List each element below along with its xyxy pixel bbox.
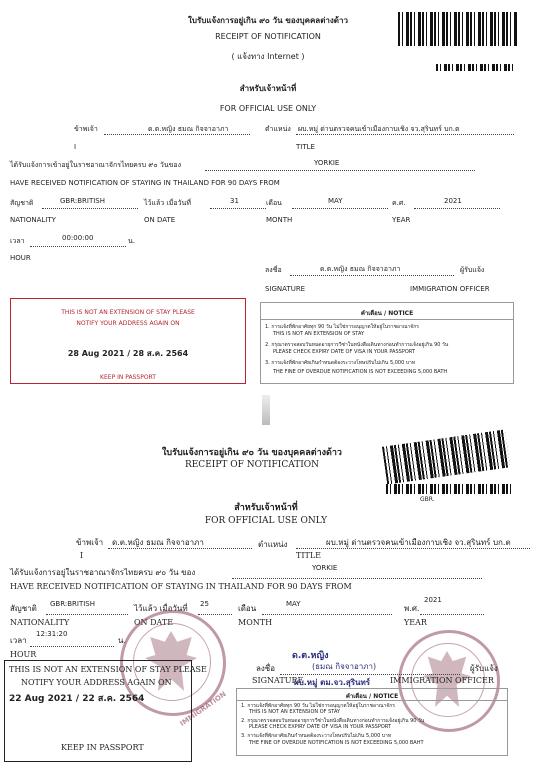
top-officer-en: IMMIGRATION OFFICER	[410, 285, 490, 293]
top-sign-label: ลงชื่อ	[265, 266, 282, 274]
bottom-title-en-label: TITLE	[296, 551, 321, 560]
top-notice-2en: PLEASE CHECK EXPIRY DATE OF VISA IN YOUR PASSPORT	[273, 349, 415, 355]
bottom-year: 2021	[424, 596, 442, 604]
top-red-line2: NOTIFY YOUR ADDRESS AGAIN ON	[76, 320, 180, 327]
bottom-gbr: GBR.	[420, 496, 435, 503]
bottom-title-label: ตำแหน่ง	[258, 540, 288, 549]
bottom-notice-1en: THIS IS NOT AN EXTENSION OF STAY	[249, 709, 341, 715]
top-month-en: MONTH	[266, 216, 293, 224]
stamp-text: IMMIGRATION	[178, 690, 228, 728]
bottom-title-en: RECEIPT OF NOTIFICATION	[184, 460, 320, 470]
bottom-official-th: สำหรับเจ้าหน้าที่	[234, 503, 298, 513]
bottom-i-en: I	[80, 551, 84, 560]
top-time-label: เวลา	[10, 237, 25, 245]
barcode-bottom	[382, 430, 510, 485]
top-year-label: ค.ศ.	[392, 199, 406, 207]
top-notice-3th: 3. การแจ้งที่พักอาศัยเกินกำหนดต้องระวางโทษปรับไม่เกิน 5,000 บาท	[265, 360, 416, 366]
top-year: 2021	[444, 197, 462, 205]
top-red-keep: KEEP IN PASSPORT	[100, 374, 156, 381]
top-title-th: ใบรับแจ้งการอยู่เกิน ๙๐ วัน ของบุคคลต่างด้าว	[188, 16, 348, 25]
bottom-notice-box	[236, 688, 508, 756]
bottom-sign-name: (ธมณ กิจจาอาภา)	[312, 662, 377, 671]
bottom-notice-1th: 1. การแจ้งที่พักอาศัยทุก 90 วัน ไม่ใช่การอนุญาตให้อยู่ในราชอาณาจักร	[241, 703, 395, 709]
barcode-bottom-small	[386, 484, 514, 494]
top-official-en: FOR OFFICIAL USE ONLY	[219, 104, 317, 113]
bottom-nat-label: สัญชาติ	[10, 604, 37, 613]
bottom-receiver: ผู้รับแจ้ง	[470, 664, 498, 673]
top-month-label: เดือน	[266, 199, 282, 207]
top-notice-box	[260, 302, 514, 384]
top-time: 00:00:00	[62, 234, 94, 242]
top-notice-1th: 1. การแจ้งที่พักอาศัยทุก 90 วัน ไม่ใช่การอนุญาตให้อยู่ในราชอาณาจักร	[265, 324, 419, 330]
bottom-name: YORKIE	[312, 564, 338, 572]
bottom-hour-en: HOUR	[10, 650, 37, 659]
bottom-year-label: พ.ศ.	[404, 604, 420, 613]
top-signature-en: SIGNATURE	[265, 285, 306, 293]
bottom-officer-stamp: ผบ.หมู่ ตม.จว.สุรินทร์	[294, 678, 371, 687]
top-hour-en: HOUR	[10, 254, 31, 262]
bottom-received-th: ได้รับแจ้งการอยู่ในราชอาณาจักรไทยครบ ๙๐ วัน ของ	[10, 568, 196, 577]
bottom-month: MAY	[286, 600, 301, 608]
bottom-date-label: ไว้แล้ว เมื่อวันที่	[134, 604, 188, 613]
top-month: MAY	[328, 197, 343, 205]
top-red-date: 28 Aug 2021 / 28 ส.ค. 2564	[67, 349, 189, 358]
top-title-label: ตำแหน่ง	[265, 125, 291, 133]
bottom-year-en: YEAR	[404, 618, 427, 627]
bottom-time-label: เวลา	[10, 636, 27, 645]
bottom-nat-en: NATIONALITY	[10, 618, 70, 627]
bottom-time: 12:31:20	[36, 630, 68, 638]
top-notice-2th: 2. กรุณาตรวจสอบวันหมดอายุการวีซ่าในหนังสือเดินทางก่อนทำการแจ้งอยู่เกิน 90 วัน	[265, 342, 449, 348]
top-name: YORKIE	[314, 159, 340, 167]
top-title-en-label: TITLE	[296, 143, 315, 151]
bottom-time-unit: น.	[118, 636, 127, 645]
bottom-month-label: เดือน	[238, 604, 257, 613]
bottom-date-en: ON DATE	[134, 618, 174, 627]
top-i-en: I	[74, 143, 77, 151]
top-date-en: ON DATE	[144, 216, 176, 224]
top-official-th: สำหรับเจ้าหน้าที่	[239, 84, 297, 93]
top-receiver: ผู้รับแจ้ง	[460, 266, 485, 274]
bottom-box-date: 22 Aug 2021 / 22 ส.ค. 2564	[9, 694, 145, 704]
top-sign-name: ด.ต.หญิง ธมณ กิจจาอาภา	[320, 265, 401, 273]
top-notice-3en: THE FINE OF OVERDUE NOTIFICATION IS NOT EXCEEDING 5,000 BATH	[273, 369, 448, 375]
top-notice-1en: THIS IS NOT AN EXTENSION OF STAY	[273, 331, 365, 337]
bottom-box-line1: THIS IS NOT AN EXTENSION OF STAY PLEASE	[9, 665, 207, 674]
bottom-box-line2: NOTIFY YOUR ADDRESS AGAIN ON	[21, 678, 172, 687]
bottom-notice-3th: 3. การแจ้งที่พักอาศัยเกินกำหนดต้องระวางโทษปรับไม่เกิน 5,000 บาท	[241, 733, 392, 739]
top-officer-name: ด.ต.หญิง ธมณ กิจจาอาภา	[148, 125, 229, 133]
barcode-top-small	[436, 64, 516, 71]
bottom-day: 25	[200, 600, 209, 608]
top-red-line1: THIS IS NOT AN EXTENSION OF STAY PLEASE	[61, 309, 195, 316]
bottom-officer-en: IMMIGRATION OFFICER	[390, 676, 494, 685]
bottom-signature-en: SIGNATURE	[252, 676, 304, 685]
top-day: 31	[230, 197, 239, 205]
bottom-officer-title: ผบ.หมู่ ด่านตรวจคนเข้าเมืองกาบเชิง จว.สุรินทร์ บก.ต	[326, 538, 511, 547]
top-i-label: ข้าพเจ้า	[74, 125, 98, 133]
top-red-box	[10, 298, 246, 384]
top-via: ( แจ้งทาง Internet )	[231, 52, 305, 61]
top-notice-title: คำเตือน / NOTICE	[360, 310, 414, 317]
top-year-en: YEAR	[392, 216, 411, 224]
bottom-officer-name: ด.ต.หญิง ธมณ กิจจาอาภา	[112, 538, 204, 547]
bottom-nationality: GBR:BRITISH	[50, 600, 96, 608]
top-date-label: ไว้แล้ว เมื่อวันที่	[144, 199, 191, 207]
top-title-en: RECEIPT OF NOTIFICATION	[215, 32, 321, 41]
bottom-notice-title: คำเตือน / NOTICE	[345, 693, 399, 700]
top-nat-en: NATIONALITY	[10, 216, 56, 224]
bottom-title-th: ใบรับแจ้งการอยู่เกิน ๙๐ วัน ของบุคคลต่างด้าว	[162, 448, 342, 458]
bottom-notice-2en: PLEASE CHECK EXPIRY DATE OF VISA IN YOUR PASSPORT	[249, 724, 391, 730]
top-time-unit: น.	[128, 237, 136, 245]
barcode-top	[398, 12, 518, 46]
top-officer-title: ผบ.หมู่ ด่านตรวจคนเข้าเมืองกาบเชิง จว.สุรินทร์ บก.ต	[298, 125, 460, 133]
bottom-month-en: MONTH	[238, 618, 273, 627]
top-nationality: GBR:BRITISH	[60, 197, 106, 205]
bottom-i-label: ข้าพเจ้า	[76, 538, 104, 547]
bottom-box-keep: KEEP IN PASSPORT	[61, 743, 144, 752]
top-received-th: ได้รับแจ้งการเข้าอยู่ในราชอาณาจักรไทยครบ ๙๐ วันของ	[10, 161, 182, 169]
bottom-official-en: FOR OFFICIAL USE ONLY	[204, 516, 328, 526]
bottom-sign-scribble: ด.ต.หญิง	[292, 651, 329, 661]
bottom-sign-label: ลงชื่อ	[256, 664, 276, 673]
bottom-notice-3en: THE FINE OF OVERDUE NOTIFICATION IS NOT EXCEEDING 5,000 BAHT	[249, 740, 424, 746]
top-nat-label: สัญชาติ	[10, 199, 34, 207]
top-received-en: HAVE RECEIVED NOTIFICATION OF STAYING IN THAILAND FOR 90 DAYS FROM	[10, 179, 280, 187]
bottom-notice-2th: 2. กรุณาตรวจสอบวันหมดอายุการวีซ่าในหนังสือเดินทางก่อนทำการแจ้งอยู่เกิน 90 วัน	[241, 718, 425, 724]
bottom-received-en: HAVE RECEIVED NOTIFICATION OF STAYING IN THAILAND FOR 90 DAYS FROM	[10, 582, 352, 591]
